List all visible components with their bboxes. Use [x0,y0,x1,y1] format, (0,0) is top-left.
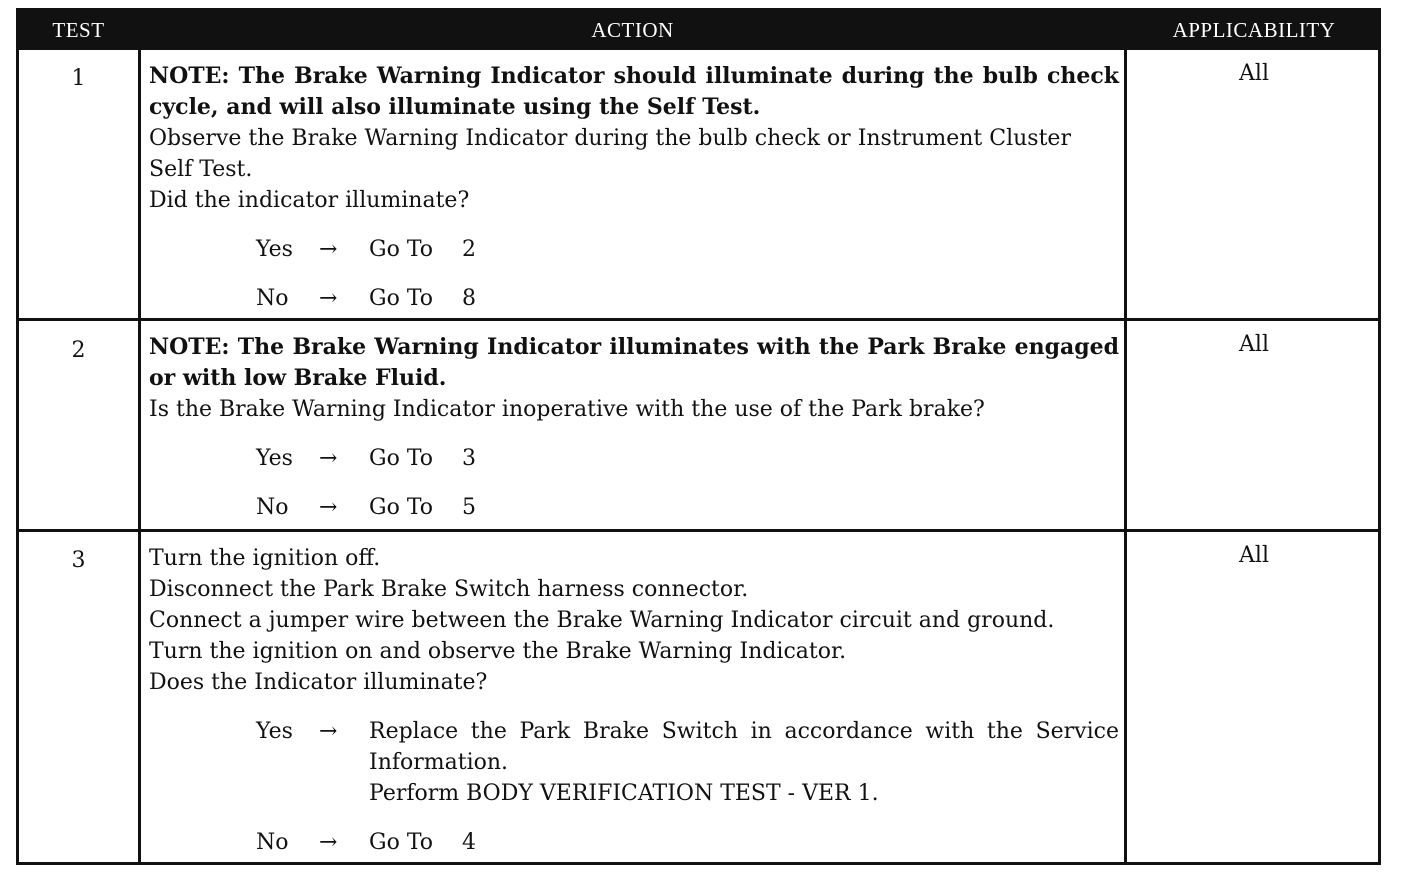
goto-label: Go To [369,286,434,311]
response-action-text: Perform BODY VERIFICATION TEST - VER 1. [369,781,879,806]
response-answer: Yes [256,719,293,744]
note-2: NOTE: The Brake Warning Indicator illuminates with the Park Brake engaged or with low Brake Fluid. [149,334,1119,391]
arrow-icon: → [319,237,338,262]
applicability-1: All [1239,61,1269,86]
goto-label: Go To [369,237,434,262]
response-no [149,492,1119,523]
response-answer: Yes [256,237,293,262]
question-line: Is the Brake Warning Indicator inoperative with the use of the Park brake? [149,397,985,422]
response-answer: No [256,495,289,520]
question-line: Does the Indicator illuminate? [149,670,488,695]
question-line: Did the indicator illuminate? [149,188,470,213]
instruction-line: Turn the ignition off. [149,546,381,571]
goto-target: 4 [462,830,476,855]
header-applicability: APPLICABILITY [1172,18,1336,42]
header-test: TEST [52,18,105,42]
response-answer: No [256,830,289,855]
goto-target: 3 [462,446,476,471]
goto-target: 5 [462,495,476,520]
note-1: NOTE: The Brake Warning Indicator should illuminate during the bulb check cycle, and will also illuminate using the Self Test. [149,63,1119,120]
table-header [19,11,1378,50]
instruction-line: Connect a jumper wire between the Brake Warning Indicator circuit and ground. [149,608,1055,633]
response-yes [149,234,1119,265]
arrow-icon: → [319,495,338,520]
applicability-3: All [1239,543,1269,568]
arrow-icon: → [319,719,338,744]
response-action-text: Replace the Park Brake Switch in accordance with the Service Information. [369,719,1119,775]
arrow-icon: → [319,446,338,471]
column-divider-test [138,11,141,862]
action-cell-3 [149,543,1119,858]
header-action: ACTION [591,18,674,42]
response-yes [149,443,1119,474]
instruction-line: Disconnect the Park Brake Switch harness connector. [149,577,749,602]
goto-target: 2 [462,237,476,262]
arrow-icon: → [319,286,338,311]
goto-label: Go To [369,446,434,471]
row-divider-2 [19,529,1378,532]
test-number-2: 2 [71,338,86,363]
diagnostic-test-table [16,8,1381,865]
row-divider-1 [19,318,1378,321]
response-answer: No [256,286,289,311]
goto-label: Go To [369,495,434,520]
arrow-icon: → [319,830,338,855]
action-cell-1 [149,61,1119,314]
response-answer: Yes [256,446,293,471]
instruction-line: Turn the ignition on and observe the Brake Warning Indicator. [149,639,847,664]
applicability-2: All [1239,332,1269,357]
test-number-3: 3 [71,548,86,573]
test-number-1: 1 [71,66,86,91]
action-cell-2 [149,332,1119,523]
response-no [149,283,1119,314]
instruction-line: Observe the Brake Warning Indicator during the bulb check or Instrument Cluster Self Test. [149,126,1071,182]
column-divider-applicability [1124,11,1127,862]
response-no [149,827,1119,858]
response-yes [149,716,1119,809]
goto-target: 8 [462,286,476,311]
goto-label: Go To [369,830,434,855]
